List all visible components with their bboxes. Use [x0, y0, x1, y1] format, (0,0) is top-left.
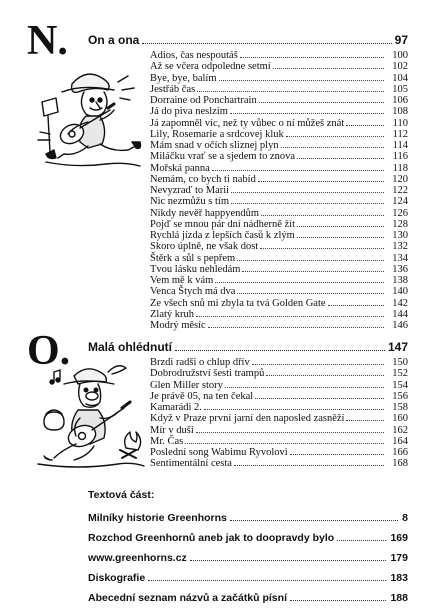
section-n-entries: [150, 50, 408, 331]
toc-entry[interactable]: Mír v duši 162: [150, 424, 408, 436]
text-part-entries: [88, 508, 408, 608]
toc-entry[interactable]: Jestřáb čas 105: [150, 83, 408, 95]
toc-entry[interactable]: Tvou lásku nehledám 136: [150, 263, 408, 275]
toc-entry[interactable]: Venca Štych má dva 140: [150, 286, 408, 298]
dot-leader: [142, 43, 391, 44]
section-title: On a ona: [88, 33, 140, 47]
toc-entry[interactable]: Štěrk a sůl s pepřem 134: [150, 252, 408, 264]
cartoon-guitarist-by-campfire-icon: [30, 362, 148, 470]
toc-entry[interactable]: Až se včera odpoledne setmí 102: [150, 61, 408, 73]
section-page-number: 97: [394, 33, 408, 47]
toc-entry[interactable]: Kamarádi 2. 158: [150, 402, 408, 413]
toc-entry[interactable]: Lily, Rosemarie a srdcovej kluk 112: [150, 128, 408, 140]
toc-entry[interactable]: Vem mě k vám 138: [150, 275, 408, 286]
toc-entry[interactable]: Milníky historie Greenhorns 8: [88, 512, 408, 524]
text-part-heading: Textová část:: [88, 489, 155, 501]
toc-entry[interactable]: Nic nezmůžu s tím 124: [150, 196, 408, 208]
toc-entry[interactable]: Zlatý kruh 144: [150, 308, 408, 320]
dot-leader: [175, 350, 385, 351]
toc-entry[interactable]: Je právě 05, na ten čekal 156: [150, 390, 408, 402]
toc-entry[interactable]: Nevyzraď to Marii 122: [150, 185, 408, 196]
toc-entry[interactable]: Dobrodružství šesti trampů 152: [150, 368, 408, 380]
toc-entry[interactable]: Rozchod Greenhornů aneb jak to doopravdy bylo 169: [88, 532, 408, 544]
toc-entry[interactable]: Mořská panna 118: [150, 162, 408, 174]
section-letter-o: O.: [27, 328, 71, 374]
cartoon-cowboy-with-guitar-icon: [32, 62, 144, 170]
toc-entry[interactable]: Já do piva neslzím 108: [150, 106, 408, 118]
toc-entry[interactable]: Bye, bye, balím 104: [150, 72, 408, 84]
toc-entry[interactable]: Skoro úplně, ne však dost 132: [150, 241, 408, 253]
toc-entry[interactable]: Ze všech snů mi zbyla ta tvá Golden Gate 142: [150, 297, 408, 309]
toc-entry[interactable]: Sentimentální cesta 168: [150, 458, 408, 470]
section-heading-n: [88, 33, 408, 47]
toc-entry[interactable]: Abecední seznam názvů a začátků písní 188: [88, 592, 408, 604]
toc-entry[interactable]: Rychlá jízda z lepších časů k zlým 130: [150, 230, 408, 241]
section-title: Malá ohlédnutí: [88, 340, 172, 354]
section-heading-o: [88, 340, 408, 354]
toc-entry[interactable]: Dorraine od Ponchartrain 106: [150, 95, 408, 106]
toc-entry[interactable]: Modrý měsíc 146: [150, 320, 408, 331]
section-letter-n: N.: [27, 18, 68, 64]
toc-entry[interactable]: Nemám, co bych ti nabíd 120: [150, 173, 408, 185]
toc-entry[interactable]: Miláčku vrať se a sjedem to znova 116: [150, 151, 408, 163]
toc-entry[interactable]: Pojď se mnou pár dní nádherně žít 128: [150, 218, 408, 230]
toc-entry[interactable]: Já zapomněl víc, než ty vůbec o ní můžeš znát 110: [150, 117, 408, 129]
toc-entry[interactable]: www.greenhorns.cz 179: [88, 552, 408, 564]
section-o-entries: [150, 357, 408, 470]
toc-entry[interactable]: Diskografie 183: [88, 572, 408, 584]
toc-entry[interactable]: Brzdi radši o chlup dřív 150: [150, 357, 408, 368]
toc-entry[interactable]: Nikdy nevěř happyendům 126: [150, 207, 408, 219]
toc-entry[interactable]: Glen Miller story 154: [150, 379, 408, 391]
toc-entry[interactable]: Mám snad v očích sliznej plyn 114: [150, 140, 408, 151]
toc-entry[interactable]: Adios, čas nespoutáš 100: [150, 50, 408, 61]
toc-entry[interactable]: Poslední song Wabimu Ryvolovi 166: [150, 447, 408, 458]
toc-entry[interactable]: Když v Praze první jarní den naposled zasněží 160: [150, 413, 408, 425]
toc-entry[interactable]: Mr. Čas 164: [150, 435, 408, 447]
section-page-number: 147: [387, 340, 408, 354]
